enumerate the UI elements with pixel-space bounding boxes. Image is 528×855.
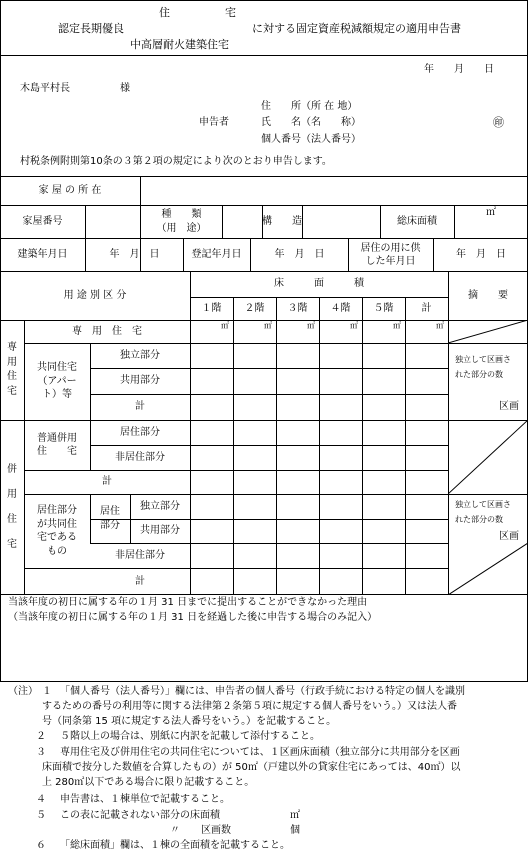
unit-sqm-5: ㎡: [393, 321, 401, 330]
reg-date-value[interactable]: 年 月 日: [274, 249, 325, 261]
note5-ditto: 〃: [170, 825, 180, 836]
apartment-total-label: 計: [135, 401, 145, 413]
note1-line-c: 号（同条第 15 項に規定する法人番号をいう。）を記載すること。: [42, 716, 337, 727]
note1-num: １: [42, 686, 52, 697]
dedicated-house-label: 専 用 住 宅: [72, 325, 142, 337]
applicant-address-label: 住 所（所 在 地）: [261, 101, 358, 112]
note1-line-a: 「個人番号（法人番号）」欄には、申告者の個人番号（行政手続における特定の個人を識別: [60, 686, 465, 697]
shared-common-label: 共用部分: [140, 525, 180, 537]
floor-total-header: 計: [421, 302, 432, 314]
structure-label: 構 造: [262, 215, 302, 227]
reason-line1: 当該年度の初日に属する年の１月 31 日までに提出することができなかった理由: [8, 597, 368, 608]
unit-sqm-3: ㎡: [307, 321, 315, 330]
note5-unit-a: ㎡: [290, 810, 300, 821]
intro-text: 村税条例附則第10条の３第２項の規定により次のとおり申告します。: [20, 156, 332, 167]
applicant-name-label: 氏 名（名 称）: [261, 117, 361, 128]
floor-3-header: ３階: [287, 302, 308, 314]
shared-units-note: 独立して区画さ れた部分の数: [455, 500, 511, 525]
note5-unit-b: 個: [290, 825, 300, 836]
reason-line2: （当該年度の初日に属する年の１月 31 日を経過した後に申告する場合のみ記入）: [8, 612, 378, 623]
residential-short-label: 居住 部分: [100, 506, 120, 531]
house-number-label: 家屋番号: [22, 215, 63, 227]
apartment-units-note-1: 独立して区画さ れた部分の数: [455, 355, 511, 380]
note5-line-a: この表に記載されない部分の床面積: [60, 810, 220, 821]
note3-line-a: 専用住宅及び併用住宅の共同住宅については、１区画床面積（独立部分に共用部分を区画: [60, 747, 460, 758]
general-residential-label: 居住部分: [120, 426, 160, 438]
apartment-units-label: 区画: [499, 401, 519, 412]
occupancy-date-value[interactable]: 年 月 日: [456, 249, 506, 261]
general-mixed-label: 普通併用 住 宅: [37, 432, 77, 457]
title-left: 認定長期優良: [58, 22, 124, 35]
general-total-label: 計: [102, 476, 112, 488]
seal-mark: ㊞: [493, 116, 504, 129]
built-date-value[interactable]: 年 月 日: [109, 249, 160, 261]
floor-area-header: 床 面 積: [274, 278, 364, 290]
house-location-label: 家 屋 の 所 在: [38, 184, 102, 196]
note6-num: ６: [36, 840, 46, 851]
shared-mixed-label: 居住部分 が共同住 宅である もの: [37, 505, 77, 557]
total-floor-area-unit: ㎡: [486, 207, 496, 218]
remarks-diagonal-3: [448, 543, 528, 595]
title-top: 住 宅: [159, 6, 236, 19]
total-floor-area-label: 総床面積: [397, 215, 437, 227]
note5-line-b: 区画数: [201, 825, 231, 836]
apartment-common-label: 共用部分: [120, 375, 160, 387]
note2-num: ２: [36, 731, 46, 742]
built-date-label: 建築年月日: [17, 249, 68, 261]
note3-line-c: 上 280㎡以下である場合に限り記載すること。: [42, 777, 255, 788]
remarks-header: 摘 要: [468, 289, 508, 301]
note5-num: ５: [36, 810, 46, 821]
kind-label: 種 類 （用 途）: [156, 209, 207, 234]
apartment-independent-label: 独立部分: [120, 349, 160, 361]
unit-sqm-2: ㎡: [264, 321, 272, 330]
floor-4-header: ４階: [330, 302, 351, 314]
shared-independent-label: 独立部分: [140, 500, 180, 512]
apartment-label: 共同住宅 （アパー ト）等: [37, 362, 77, 401]
note4-text: 申告書は、１棟単位で記載すること。: [60, 794, 230, 805]
structure-field[interactable]: [303, 206, 380, 238]
floor-1-header: １階: [201, 302, 222, 314]
note1-line-b: するための番号の利用等に関する法律第２条第５項に規定する個人番号をいう。）又は法人番: [42, 701, 457, 712]
addressee: 木島平村長 様: [20, 83, 130, 94]
notes-label: （注）: [8, 686, 38, 697]
note3-line-b: 床面積で按分した数値を合算したもの）が 50㎡（戸建以外の貸家住宅にあっては、40㎡）以: [42, 762, 461, 773]
house-number-field[interactable]: [86, 206, 140, 238]
shared-total-label: 計: [135, 575, 145, 587]
shared-non-residential-label: 非居住部分: [115, 549, 165, 561]
dedicated-group-label: 専 用 住 宅: [7, 342, 17, 397]
usage-header: 用 途 別 区 分: [63, 289, 127, 301]
remarks-diagonal-2: [448, 420, 528, 494]
remarks-diagonal-1: [448, 320, 528, 343]
date-label[interactable]: 年 月 日: [424, 64, 494, 75]
kind-field[interactable]: [223, 206, 262, 238]
note6-text: 「総床面積」欄は、１棟の全面積を記載すること。: [60, 840, 290, 851]
title-right: に対する固定資産税減額規定の適用申告書: [252, 22, 461, 35]
unit-sqm-6: ㎡: [436, 321, 444, 330]
note3-num: ３: [36, 747, 46, 758]
general-non-residential-label: 非居住部分: [115, 451, 165, 463]
note4-num: ４: [36, 794, 46, 805]
note2-text: ５階以上の場合は、別紙に内訳を記載して添付すること。: [60, 731, 320, 742]
unit-sqm-1: ㎡: [221, 321, 229, 330]
mixed-group-label: 併 用 住 宅: [7, 463, 17, 550]
applicant-number-label: 個人番号（法人番号）: [261, 134, 361, 145]
floor-2-header: ２階: [244, 302, 265, 314]
applicant-label: 申告者: [199, 117, 229, 128]
title-bottom: 中高層耐火建築住宅: [130, 38, 229, 51]
shared-units-label: 区画: [499, 531, 519, 542]
unit-sqm-4: ㎡: [350, 321, 358, 330]
house-location-field[interactable]: [141, 177, 527, 205]
floor-5-header: ５階: [373, 302, 394, 314]
reg-date-label: 登記年月日: [191, 249, 242, 261]
occupancy-date-label: 居住の用に供 した年月日: [360, 242, 421, 267]
